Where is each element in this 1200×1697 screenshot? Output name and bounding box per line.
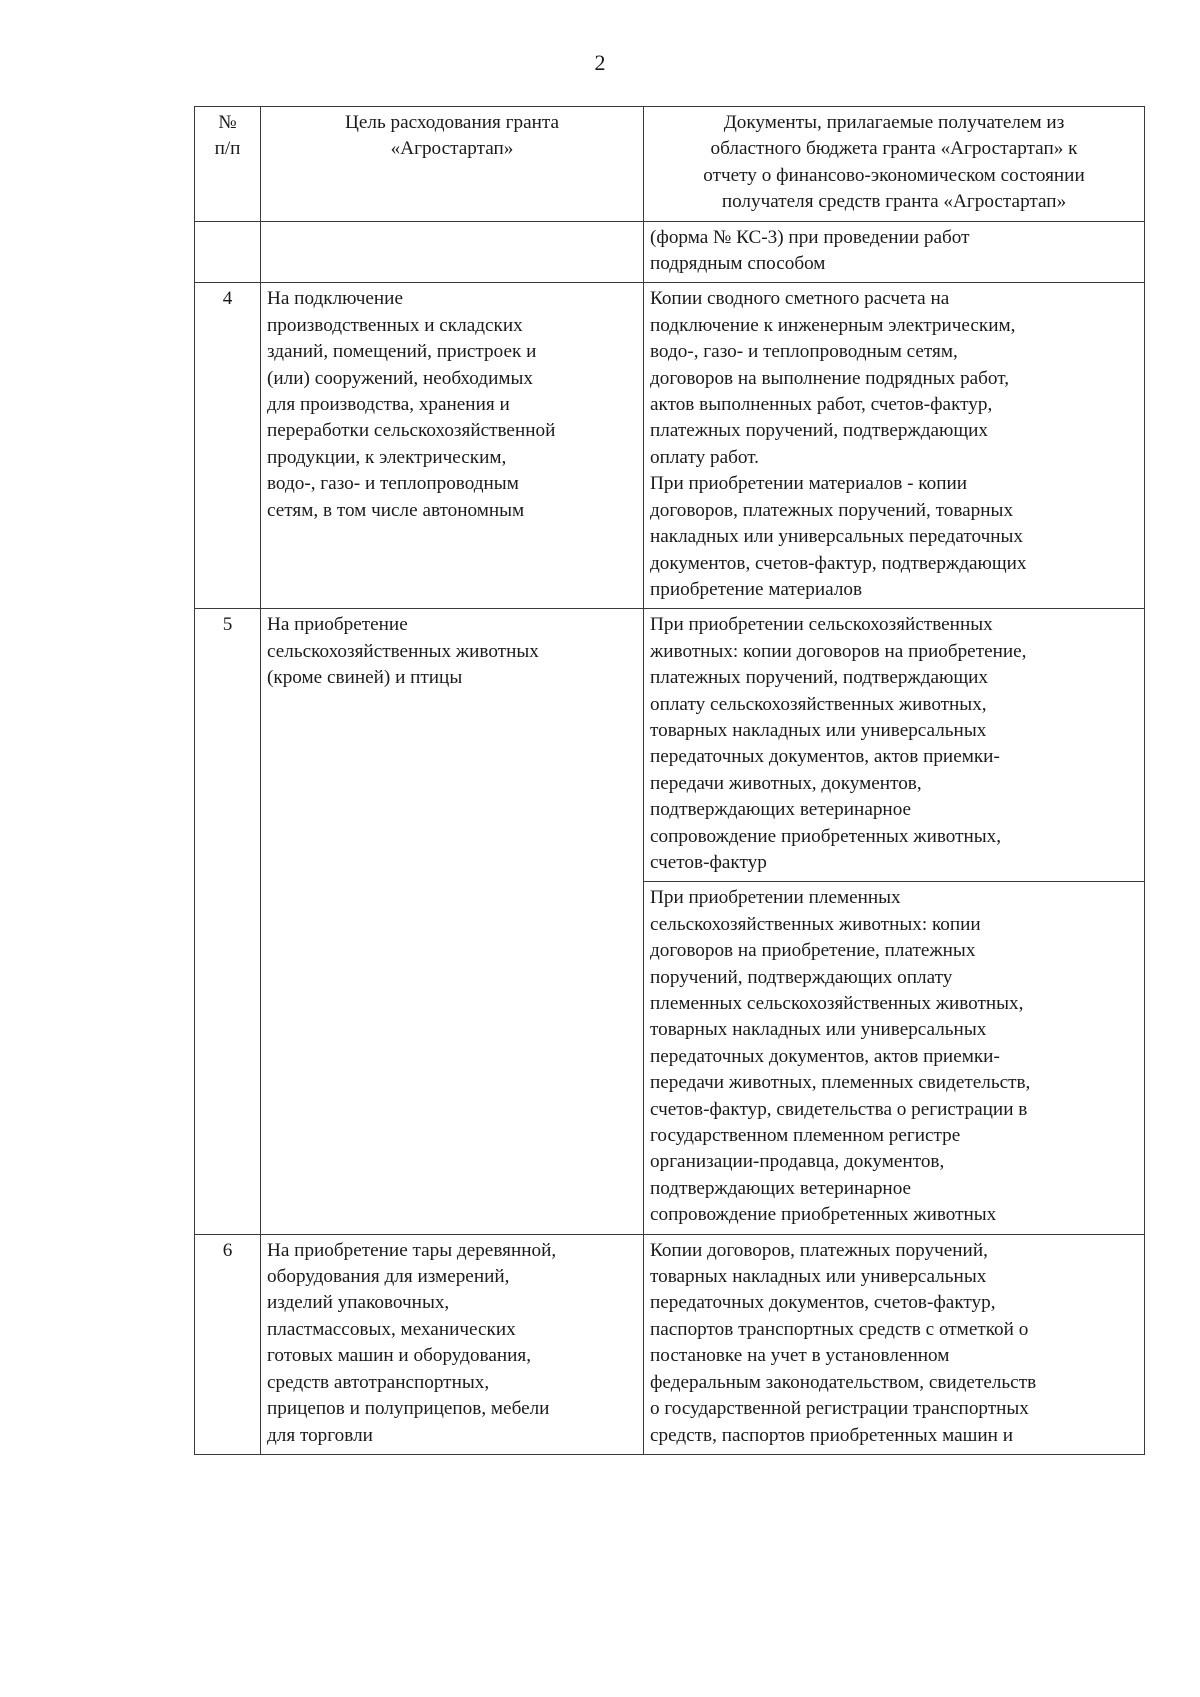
grant-documents-table xyxy=(194,106,1145,1455)
table-row-6 xyxy=(195,1234,1145,1454)
row-5-number: 5 xyxy=(195,609,261,1234)
header-documents: Документы, прилагаемые получателем из областного бюджета гранта «Агростартап» к отчету о финансово-экономическом состоянии получателя средств гранта «Агростартап» xyxy=(644,107,1145,222)
row-5-goal: На приобретение сельскохозяйственных животных (кроме свиней) и птицы xyxy=(261,609,644,1234)
row-6-documents: Копии договоров, платежных поручений, товарных накладных или универсальных передаточных документов, счетов-фактур, паспортов транспортных средств с отметкой о постановке на учет в установленном федеральным законодательством, свидетельств о государственной регистрации транспортных средств, паспортов приобретенных машин и xyxy=(644,1234,1145,1454)
page-number: 2 xyxy=(594,50,606,75)
table-row-4 xyxy=(195,283,1145,609)
continuation-documents: (форма № КС-3) при проведении работ подрядным способом xyxy=(644,221,1145,283)
table-header-row xyxy=(195,107,1145,222)
continuation-number xyxy=(195,221,261,283)
row-5-documents-breeding: При приобретении племенных сельскохозяйственных животных: копии договоров на приобретение, платежных поручений, подтверждающих оплату племенных сельскохозяйственных животных, товарных накладных или универсальных передаточных документов, актов приемки- передачи животных, племенных свидетельств, счетов-фактур, свидетельства о регистрации в государственном племенном регистре организации-продавца, документов, подтверждающих ветеринарное сопровождение приобретенных животных xyxy=(644,882,1145,1234)
row-5-documents-animals: При приобретении сельскохозяйственных животных: копии договоров на приобретение, платежных поручений, подтверждающих оплату сельскохозяйственных животных, товарных накладных или универсальных передаточных документов, актов приемки- передачи животных, документов, подтверждающих ветеринарное сопровождение приобретенных животных, счетов-фактур xyxy=(644,609,1145,882)
row-4-documents: Копии сводного сметного расчета на подключение к инженерным электрическим, водо-, газо- и теплопроводным сетям, договоров на выполнение подрядных работ, актов выполненных работ, счетов-фактур, платежных поручений, подтверждающих оплату работ. При приобретении материалов - копии договоров, платежных поручений, товарных накладных или универсальных передаточных документов, счетов-фактур, подтверждающих приобретение материалов xyxy=(644,283,1145,609)
header-goal: Цель расходования гранта «Агростартап» xyxy=(261,107,644,222)
header-number: № п/п xyxy=(195,107,261,222)
row-6-goal: На приобретение тары деревянной, оборудования для измерений, изделий упаковочных, пластмассовых, механических готовых машин и оборудования, средств автотранспортных, прицепов и полуприцепов, мебели для торговли xyxy=(261,1234,644,1454)
table-row-5a xyxy=(195,609,1145,882)
table-row-continuation xyxy=(195,221,1145,283)
row-6-number: 6 xyxy=(195,1234,261,1454)
row-4-number: 4 xyxy=(195,283,261,609)
row-4-goal: На подключение производственных и складских зданий, помещений, пристроек и (или) сооружений, необходимых для производства, хранения и переработки сельскохозяйственной продукции, к электрическим, водо-, газо- и теплопроводным сетям, в том числе автономным xyxy=(261,283,644,609)
continuation-goal xyxy=(261,221,644,283)
